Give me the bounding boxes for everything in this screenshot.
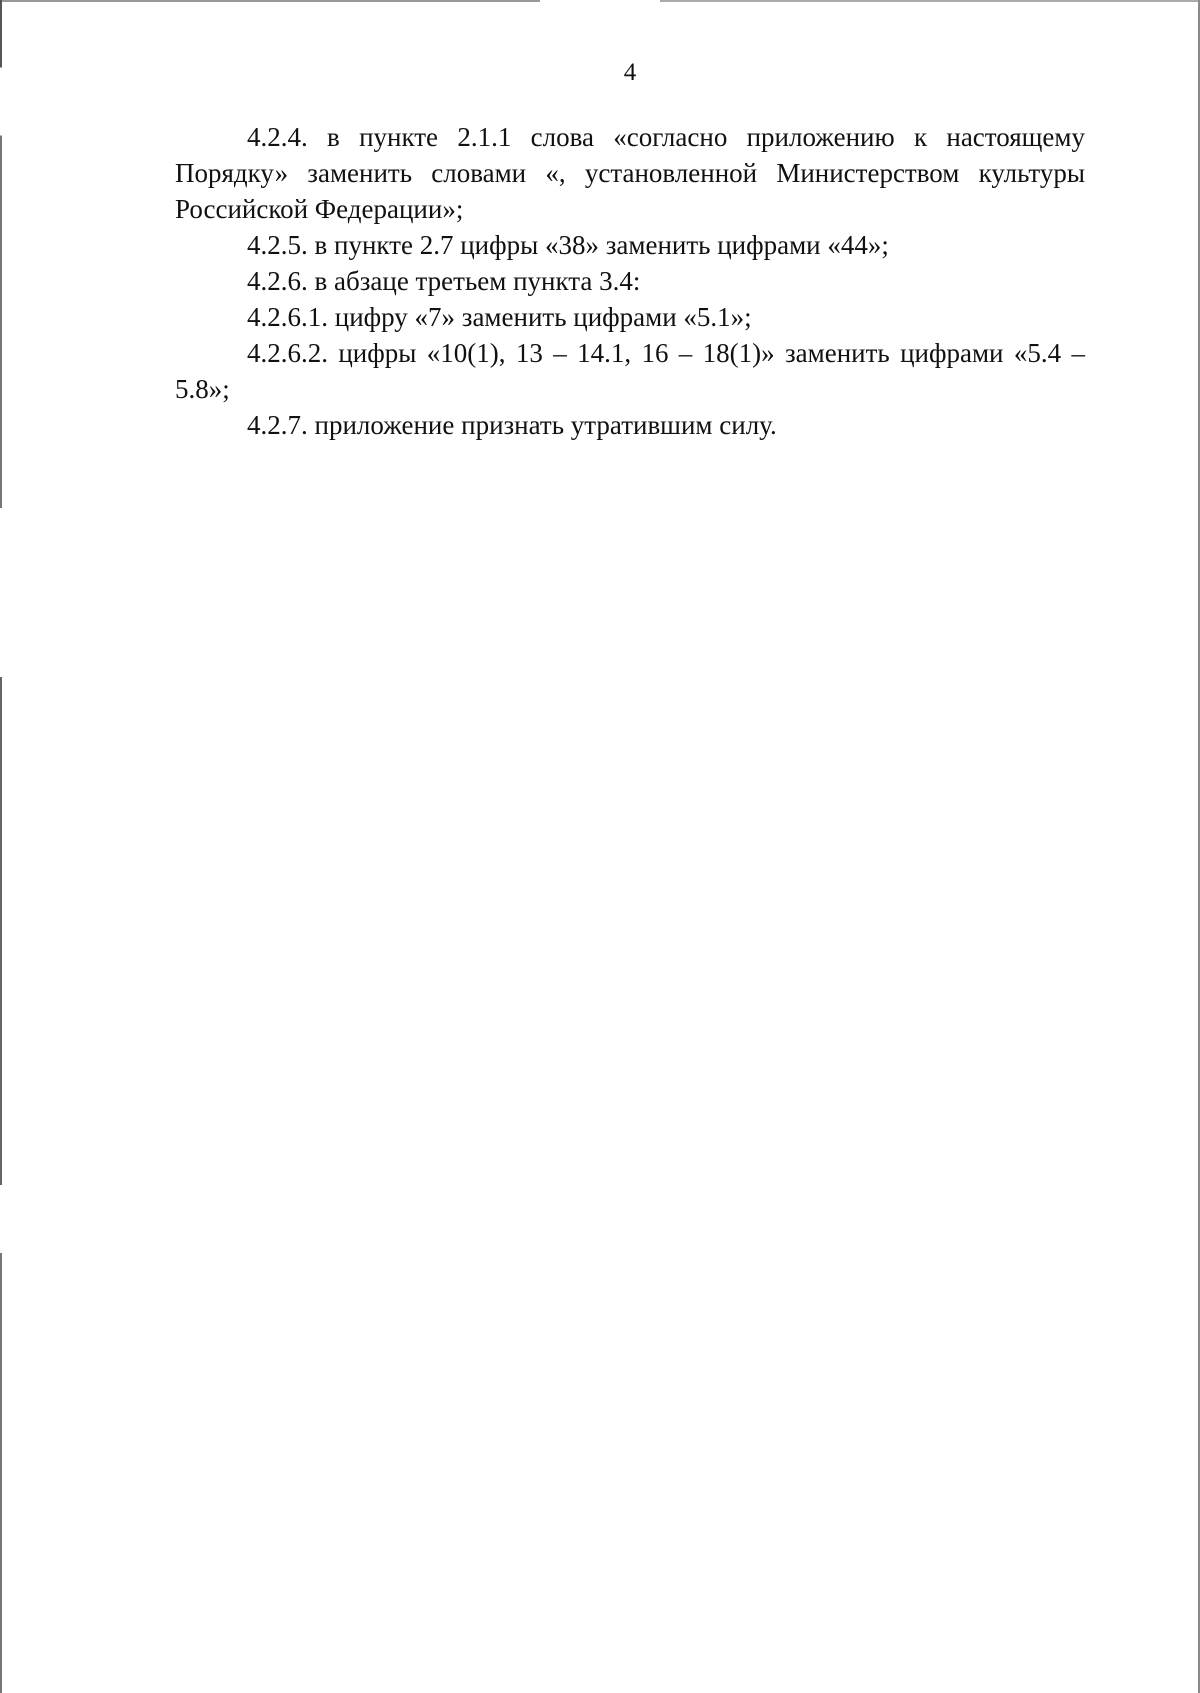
document-body — [175, 119, 1085, 443]
paragraph-4-2-6-2: 4.2.6.2. цифры «10(1), 13 – 14.1, 16 – 18(1)» заменить цифрами «5.4 – 5.8»; — [175, 338, 1085, 404]
paragraph-4-2-6-1: 4.2.6.1. цифру «7» заменить цифрами «5.1»; — [247, 302, 752, 332]
scan-edge-top — [0, 0, 1200, 2]
page-number: 4 — [623, 59, 637, 86]
paragraph-4-2-4: 4.2.4. в пункте 2.1.1 слова «согласно приложению к настоящему Порядку» заменить словами «, установленной Министерством культуры Российской Федерации»; — [175, 122, 1085, 224]
paragraph-4-2-5: 4.2.5. в пункте 2.7 цифры «38» заменить цифрами «44»; — [247, 230, 889, 260]
scan-edge-left — [0, 0, 2, 1693]
paragraph-4-2-7: 4.2.7. приложение признать утратившим силу. — [247, 410, 777, 440]
paragraph-4-2-6: 4.2.6. в абзаце третьем пункта 3.4: — [247, 266, 641, 296]
